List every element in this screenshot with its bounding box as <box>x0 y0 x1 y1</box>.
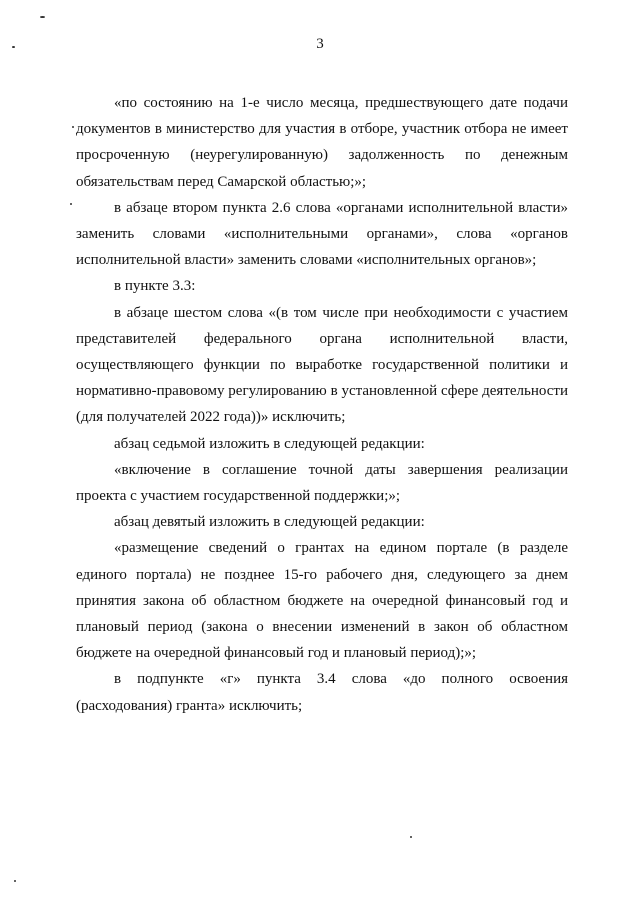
scan-speck <box>72 126 74 128</box>
paragraph-6: «включение в соглашение точной даты завершения реализации проекта с участием государственной поддержки;»; <box>76 461 568 505</box>
paragraph-2: в абзаце втором пункта 2.6 слова «органами исполнительной власти» заменить словами «исполнительными органами», слова «органов исполнительной власти» заменить словами «исполнительных органов»; <box>76 199 568 269</box>
paragraph-4: в абзаце шестом слова «(в том числе при необходимости с участием представителей федерального органа исполнительной власти, осуществляющего функции по выработке государственной политики и нормативно-правовому регулированию в установленной сфере деятельности (для получателей 2022 года))» исключить; <box>76 304 568 426</box>
scan-speck <box>12 46 15 48</box>
scan-speck <box>70 203 72 205</box>
paragraph-9: в подпункте «г» пункта 3.4 слова «до полного освоения (расходования) гранта» исключить; <box>76 671 568 714</box>
paragraph-3: в пункте 3.3: <box>114 278 196 295</box>
paragraph-1: «по состоянию на 1-е число месяца, предшествующего дате подачи документов в министерство для участия в отборе, участник отбора не имеет просроченную (неурегулированную) задолженность по денежным обязательствам перед Самарской областью;»; <box>76 95 568 190</box>
page-number: 3 <box>316 36 324 52</box>
paragraph-7: абзац девятый изложить в следующей редакции: <box>114 514 425 531</box>
scan-speck <box>14 880 16 882</box>
scan-speck <box>40 16 45 18</box>
paragraph-5: абзац седьмой изложить в следующей редакции: <box>114 435 425 452</box>
document-body <box>76 90 568 719</box>
scan-speck <box>410 836 412 838</box>
paragraph-8: «размещение сведений о грантах на едином портале (в разделе единого портала) не позднее 15-го рабочего дня, следующего за днем принятия закона об областном бюджете на очередной финансовый год и плановый период (закона о внесении изменений в закон об областном бюджете на очередной финансовый год и плановый период);»; <box>76 540 568 662</box>
